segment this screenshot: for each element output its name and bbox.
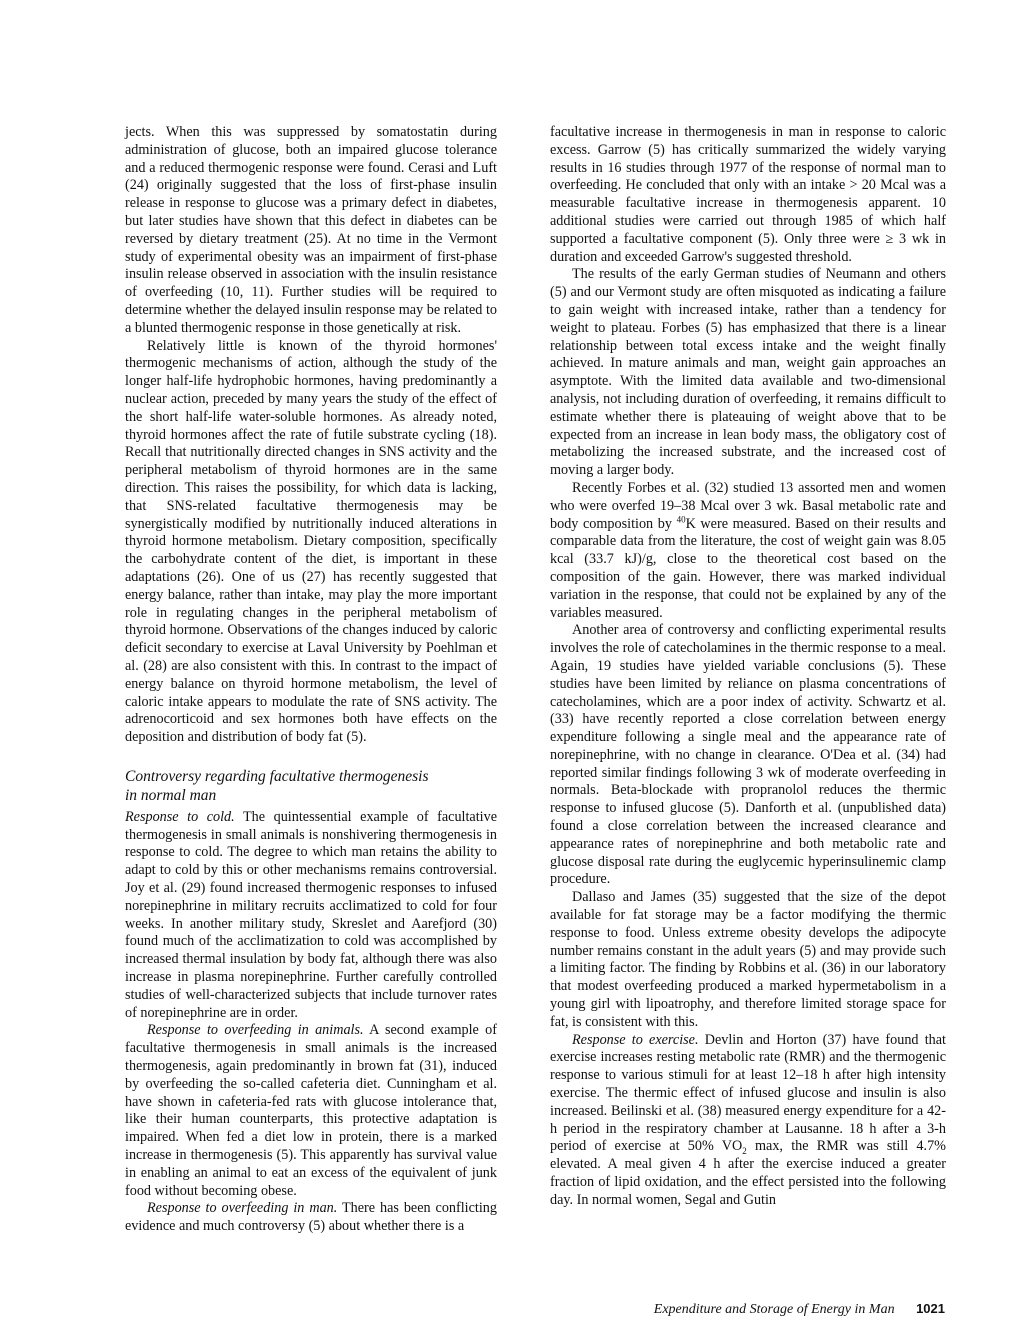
paragraph-text: Devlin and Horton (37) have found that exercise increases resting metabolic rate (RMR) and the thermogenic response to various stimuli for at least 12–18 h after high intensity exercise. The thermic effect of infused glucose and insulin is also increased. Beilinski et al. (38) measured energy expenditure for a 42-h period in the respiratory chamber at Lausanne. 18 h after a 3-h period of exercise at 50% VO [550,1031,946,1155]
page-number: 1021 [916,1301,945,1316]
subscript: 2 [742,1146,747,1157]
paragraph: Relatively little is known of the thyroid hormones' thermogenic mechanisms of action, although the study of the longer half-life hydrophobic hormones, having predominantly a nuclear action, preceded by many years the study of the effect of the short half-life water-soluble hormones. As already noted, thyroid hormones affect the rate of futile substrate cycling (18). Recall that nutritionally directed changes in SNS activity and the peripheral metabolism of thyroid hormones are in the same direction. This raises the possibility, for which data is lacking, that SNS-related facultative thermogenesis may be synergistically modified by nutritionally induced alterations in thyroid hormone metabolism. Dietary composition, specifically the carbohydrate content of the diet, is important in these adaptations (26). One of us (27) has recently suggested that energy balance, rather than intake, may play the more important role in regulating changes in the peripheral metabolism of thyroid hormone. Observations of the changes induced by caloric deficit secondary to exercise at Laval University by Poehlman et al. (28) are also consistent with this. In contrast to the impact of energy balance on thyroid hormone metabolism, the level of caloric intake appears to modulate the rate of SNS activity. The adrenocorticoid and sex hormones both have effects on the deposition and distribution of body fat (5). [125,337,497,746]
paragraph-text: A second example of facultative thermogenesis in small animals is the increased thermogenesis, again predominantly in brown fat (31), induced by overfeeding the so-called cafeteria diet. Cunningham et al. have shown in cafeteria-fed rats with glucose intolerance that, like their human counterparts, this protective adaptation is impaired. When fed a diet low in protein, there is a marked increase in thermogenesis (5). This apparently has survival value in enabling an animal to eat an excess of the equivalent of junk food without becoming obese. [125,1022,497,1199]
left-column [125,124,497,1236]
section-heading-line: Controversy regarding facultative thermogenesis [125,767,429,785]
run-in-heading: Response to cold. [125,808,235,825]
paragraph-overfeeding-man [125,1200,497,1236]
paragraph-text: max, the RMR was still 4.7% elevated. A meal given 4 h after the exercise induced a greater fraction of lipid oxidation, and the effect persisted into the following day. In normal women, Segal and Gutin [550,1138,946,1208]
paragraph-text: Recently Forbes et al. (32) studied 13 assorted men and women who were overfed 19–38 Mcal over 3 wk. Basal metabolic rate and body composition by [550,479,946,532]
paragraph-text: K were measured. Based on their results and comparable data from the literature, the cost of weight gain was 8.05 kcal (33.7 kJ)/g, close to the theoretical cost based on the composition of the gain. However, there was marked individual variation in the response, that could not be explained by any of the variables measured. [550,515,946,621]
superscript: 40 [676,513,686,524]
paragraph: Another area of controversy and conflicting experimental results involves the role of catecholamines in the thermic response to a meal. Again, 19 studies have yielded variable conclusions (5). These studies have been limited by reliance on plasma concentrations of catecholamines, which are a poor index of activity. Schwartz et al. (33) have recently reported a close correlation between energy expenditure following a single meal and the appearance rate of norepinephrine, with no change in clearance. O'Dea et al. (34) had reported similar findings following 3 wk of moderate overfeeding in normals. Beta-blockade with propranolol reduces the thermic response to infused glucose (5). Danforth et al. (unpublished data) found a close correlation between the increased clearance and appearance rates of norepinephrine and both metabolic rate and glucose disposal rate during the euglycemic hyperinsulinemic clamp procedure. [550,622,946,888]
paragraph: jects. When this was suppressed by somatostatin during administration of glucose, both an impaired glucose tolerance and a reduced thermogenic response were found. Cerasi and Luft (24) originally suggested that the loss of first-phase insulin release in response to glucose was a primary defect in diabetes, but later studies have shown that this defect in diabetes can be reversed by dietary treatment (25). At no time in the Vermont study of experimental obesity was an impairment of first-phase insulin release observed in association with the insulin resistance of overfeeding (10, 11). Further studies will be required to determine whether the delayed insulin response may be related to a blunted thermogenic response in those genetically at risk. [125,124,497,336]
right-column [550,124,946,1210]
paragraph-text: There has been conflicting evidence and much controversy (5) about whether there is a [125,1200,497,1235]
paragraph [550,480,946,622]
running-footer-title: Expenditure and Storage of Energy in Man [653,1302,895,1317]
run-in-heading: Response to overfeeding in man. [147,1200,338,1217]
paragraph-overfeeding-animals [125,1022,497,1200]
paragraph: The results of the early German studies of Neumann and others (5) and our Vermont study are often misquoted as indicating a failure to gain weight with increased intake, rather than a tendency for weight to plateau. Forbes (5) has emphasized that there is a linear relationship between total excess intake and the weight finally achieved. In mature animals and man, weight gain approaches an asymptote. With the limited data available and two-dimensional analysis, not including duration of overfeeding, it remains difficult to estimate whether there is plateauing of weight above that to be expected from an increase in lean body mass, the obligatory cost of metabolizing the increased substrate, and the increased cost of moving a larger body. [550,266,946,479]
paragraph: Dallaso and James (35) suggested that the size of the depot available for fat storage may be a factor modifying the thermic response to food. Unless extreme obesity develops the adipocyte number remains constant in the adult years (5) and may provide such a limiting factor. The finding by Robbins et al. (36) in our laboratory that modest overfeeding produced a marked hypermetabolism in a young girl with lipoatrophy, and therefore limited storage space for fat, is consistent with this. [550,889,946,1030]
section-heading-line: in normal man [125,786,217,804]
section-heading [125,767,497,805]
paragraph: facultative increase in thermogenesis in man in response to caloric excess. Garrow (5) has critically summarized the widely varying results in 16 studies through 1977 of the response of normal man to overfeeding. He concluded that only with an intake > 20 Mcal was a measurable facultative increase in thermogenesis apparent. 10 additional studies were carried out through 1985 of which half supported a facultative component (5). Only three were ≥ 3 wk in duration and exceeded Garrow's suggested threshold. [550,124,946,265]
page-footer [654,1301,945,1318]
run-in-heading: Response to exercise. [572,1031,699,1048]
run-in-heading: Response to overfeeding in animals. [147,1022,364,1039]
paragraph-response-to-exercise [550,1032,946,1210]
paragraph-response-to-cold [125,809,497,1023]
paragraph-text: The quintessential example of facultative thermogenesis in small animals is nonshivering thermogenesis in response to cold. The degree to which man retains the ability to adapt to cold by this or other mechanisms remains controversial. Joy et al. (29) found increased thermogenic responses to infused norepinephrine in military recruits acclimatized to cold for four weeks. In another military study, Skreslet and Aarefjord (30) found much of the acclimatization to cold was accomplished by increased thermal insulation by body fat, although there was also increase in plasma norepinephrine. Further carefully controlled studies of well-characterized subjects that include turnover rates of norepinephrine are in order. [125,808,498,1021]
